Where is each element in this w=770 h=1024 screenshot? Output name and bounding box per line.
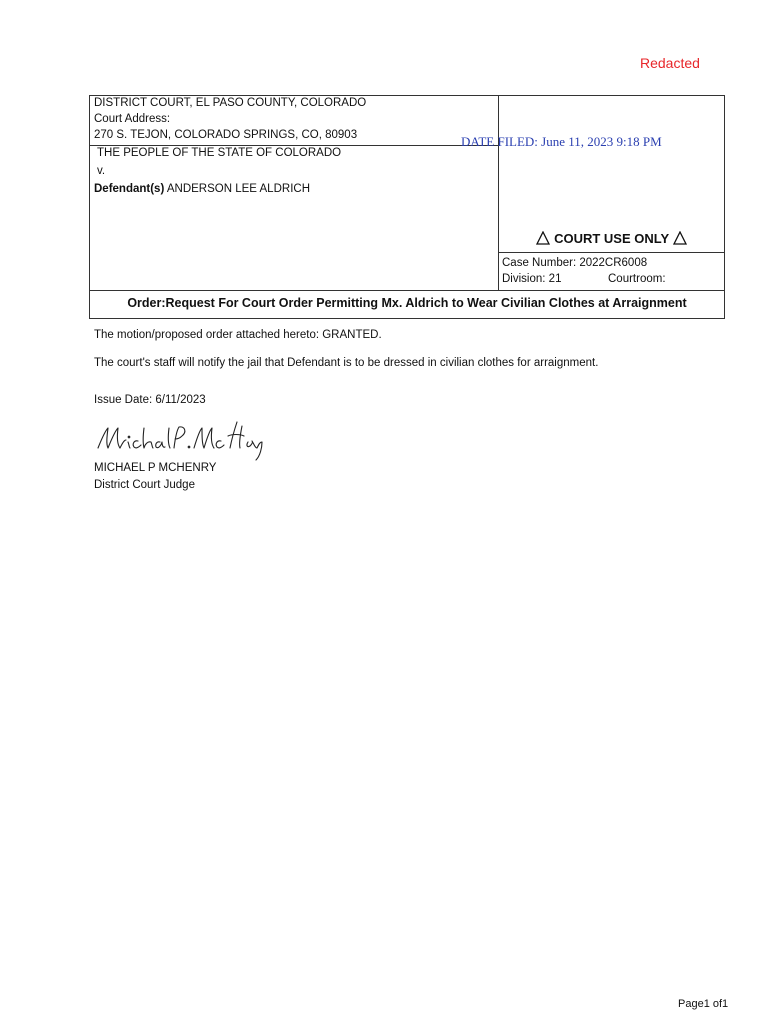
case-number: 2022CR6008 xyxy=(579,257,648,269)
redacted-label: Redacted xyxy=(640,55,700,71)
court-address-label: Court Address: xyxy=(94,113,171,125)
court-use-only xyxy=(498,231,725,246)
court-name: DISTRICT COURT, EL PASO COUNTY, COLORADO xyxy=(94,97,367,109)
issue-date-line xyxy=(94,394,206,406)
order-title: Order:Request For Court Order Permitting Mx. Aldrich to Wear Civilian Clothes at Arraignment xyxy=(127,296,687,310)
case-number-label: Case Number: xyxy=(502,257,577,269)
order-paragraph-notify: The court's staff will notify the jail that Defendant is to be dressed in civilian clothes for arraignment. xyxy=(94,357,599,369)
case-number-line xyxy=(502,255,647,271)
division-line xyxy=(502,271,561,287)
defendant-name: ANDERSON LEE ALDRICH xyxy=(166,183,310,195)
caption-divider-vertical xyxy=(498,95,499,291)
warning-triangle-icon xyxy=(673,231,687,245)
plaintiff-name: THE PEOPLE OF THE STATE OF COLORADO xyxy=(97,147,342,159)
courtroom-label: Courtroom: xyxy=(608,273,666,285)
issue-date: 6/11/2023 xyxy=(155,394,206,406)
judge-name: MICHAEL P MCHENRY xyxy=(94,462,217,474)
page-number: Page1 of1 xyxy=(678,998,729,1010)
defendant-label: Defendant(s) xyxy=(94,183,165,195)
court-use-label: COURT USE ONLY xyxy=(554,231,669,246)
caption-divider-title xyxy=(89,290,725,291)
division-value: 21 xyxy=(548,273,562,285)
judge-title: District Court Judge xyxy=(94,479,195,491)
order-paragraph-granted: The motion/proposed order attached hereto: GRANTED. xyxy=(94,329,382,341)
versus-text: v. xyxy=(97,165,106,177)
warning-triangle-icon xyxy=(536,231,550,245)
date-filed-stamp: DATE FILED: June 11, 2023 9:18 PM xyxy=(461,134,662,149)
issue-date-label: Issue Date: xyxy=(94,394,153,406)
courtroom-line xyxy=(608,271,666,287)
court-address: 270 S. TEJON, COLORADO SPRINGS, CO, 80903 xyxy=(94,129,358,141)
division-label: Division: xyxy=(502,273,546,285)
caption-divider-right xyxy=(498,252,725,253)
defendant-line xyxy=(94,181,310,197)
judge-signature xyxy=(92,414,267,464)
